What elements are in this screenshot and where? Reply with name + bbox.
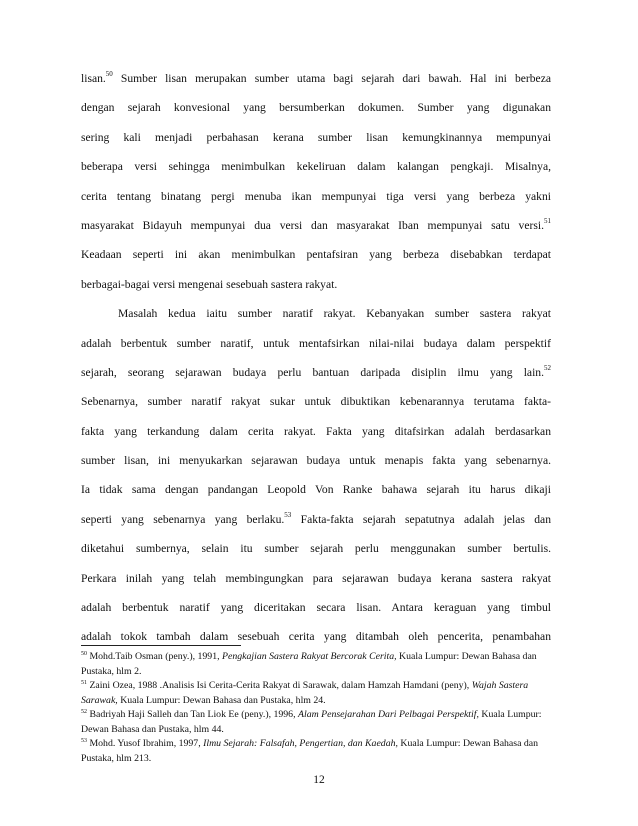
footnote: $^{52}$ Badriyah Haji Salleh dan Tan Liok Ee (peny.), 1996, Alam Pensejarahan Dari Pelbagai Perspektif, Kuala Lumpur: Dewan Bahasa dan Pustaka, hlm 44. — [81, 709, 542, 735]
text-line: beberapa versi sehingga menimbulkan kekeliruan dalam kalangan pengkaji. Misalnya, — [81, 160, 551, 174]
text-line: adalah tokok tambah dalam sesebuah cerita yang ditambah oleh pencerita, penambahan — [81, 630, 551, 644]
text-line: Masalah kedua iaitu sumber naratif rakyat. Kebanyakan sumber sastera rakyat — [118, 307, 551, 321]
text-line: diketahui sumbernya, selain itu sumber sejarah perlu menggunakan sumber bertulis. — [81, 542, 551, 556]
footnote: $^{50}$ Mohd.Taib Osman (peny.), 1991, Pengkajian Sastera Rakyat Bercorak Cerita, Kuala Lumpur: Dewan Bahasa dan Pustaka, hlm 2. — [81, 651, 537, 677]
text-line: adalah berbentuk naratif yang diceritakan secara lisan. Antara keraguan yang timbul — [81, 601, 551, 615]
footnote-number: 53 — [81, 738, 87, 744]
footnotes — [81, 650, 551, 766]
footnote-ref: 52 — [544, 363, 551, 372]
text-line: lisan.$^{50}$ Sumber lisan merupakan sumber utama bagi sejarah dari bawah. Hal ini berbeza — [81, 70, 551, 85]
text-line: cerita tentang binatang pergi menuba ikan mempunyai tiga versi yang berbeza yakni — [81, 189, 551, 203]
text-line: fakta yang terkandung dalam cerita rakyat. Fakta yang ditafsirkan adalah berdasarkan — [81, 424, 551, 438]
text-line: Sebenarnya, sumber naratif rakyat sukar untuk dibuktikan kebenarannya terutama fakta- — [81, 395, 551, 409]
text-line: masyarakat Bidayuh mempunyai dua versi dan masyarakat Iban mempunyai satu versi.$^{51}$ — [81, 216, 551, 232]
footnote-ref: 53 — [284, 510, 292, 519]
text-line: seperti yang sebenarnya yang berlaku.$^{53}$ Fakta-fakta sejarah sepatutnya adalah jelas dan — [81, 510, 551, 526]
footnote-number: 51 — [81, 680, 87, 686]
footnote: $^{53}$ Mohd. Yusof Ibrahim, 1997, Ilmu Sejarah: Falsafah, Pengertian, dan Kaedah, Kuala Lumpur: Dewan Bahasa dan Pustaka, hlm 213. — [81, 738, 539, 764]
body-text — [81, 64, 551, 652]
text-line: Perkara inilah yang telah membingungkan para sejarawan budaya kerana sastera rakyat — [81, 571, 551, 585]
footnote-number: 52 — [81, 709, 87, 715]
text-line: Ia tidak sama dengan pandangan Leopold Von Ranke bahawa sejarah itu harus dikaji — [81, 483, 551, 497]
text-line: berbagai-bagai versi mengenai sesebuah sastera rakyat. — [81, 277, 338, 291]
footnote-ref: 50 — [105, 70, 113, 78]
text-line: Keadaan seperti ini akan menimbulkan pentafsiran yang berbeza disebabkan terdapat — [81, 248, 551, 262]
text-line: sumber lisan, ini menyukarkan sejarawan budaya untuk menapis fakta yang sebenarnya. — [81, 454, 551, 468]
text-line: dengan sejarah konvesional yang bersumberkan dokumen. Sumber yang digunakan — [81, 101, 551, 115]
footnote: $^{51}$ Zaini Ozea, 1988 .Analisis Isi Cerita-Cerita Rakyat di Sarawak, dalam Hamzah Hamdani (peny), Wajah Sastera Sarawak, Kuala Lumpur: Dewan Bahasa dan Pustaka, hlm 24. — [81, 680, 529, 706]
text-line: sering kali menjadi perbahasan kerana sumber lisan kemungkinannya mempunyai — [81, 130, 551, 144]
footnote-number: 50 — [81, 651, 87, 657]
text-line: sejarah, seorang sejarawan budaya perlu bantuan daripada disiplin ilmu yang lain.$^{52}$ — [81, 363, 551, 379]
text-line: adalah berbentuk sumber naratif, untuk mentafsirkan nilai-nilai budaya dalam perspektif — [81, 336, 551, 350]
page-number: 12 — [313, 774, 325, 786]
footnote-ref: 51 — [544, 216, 551, 225]
footnote-separator — [81, 645, 241, 646]
